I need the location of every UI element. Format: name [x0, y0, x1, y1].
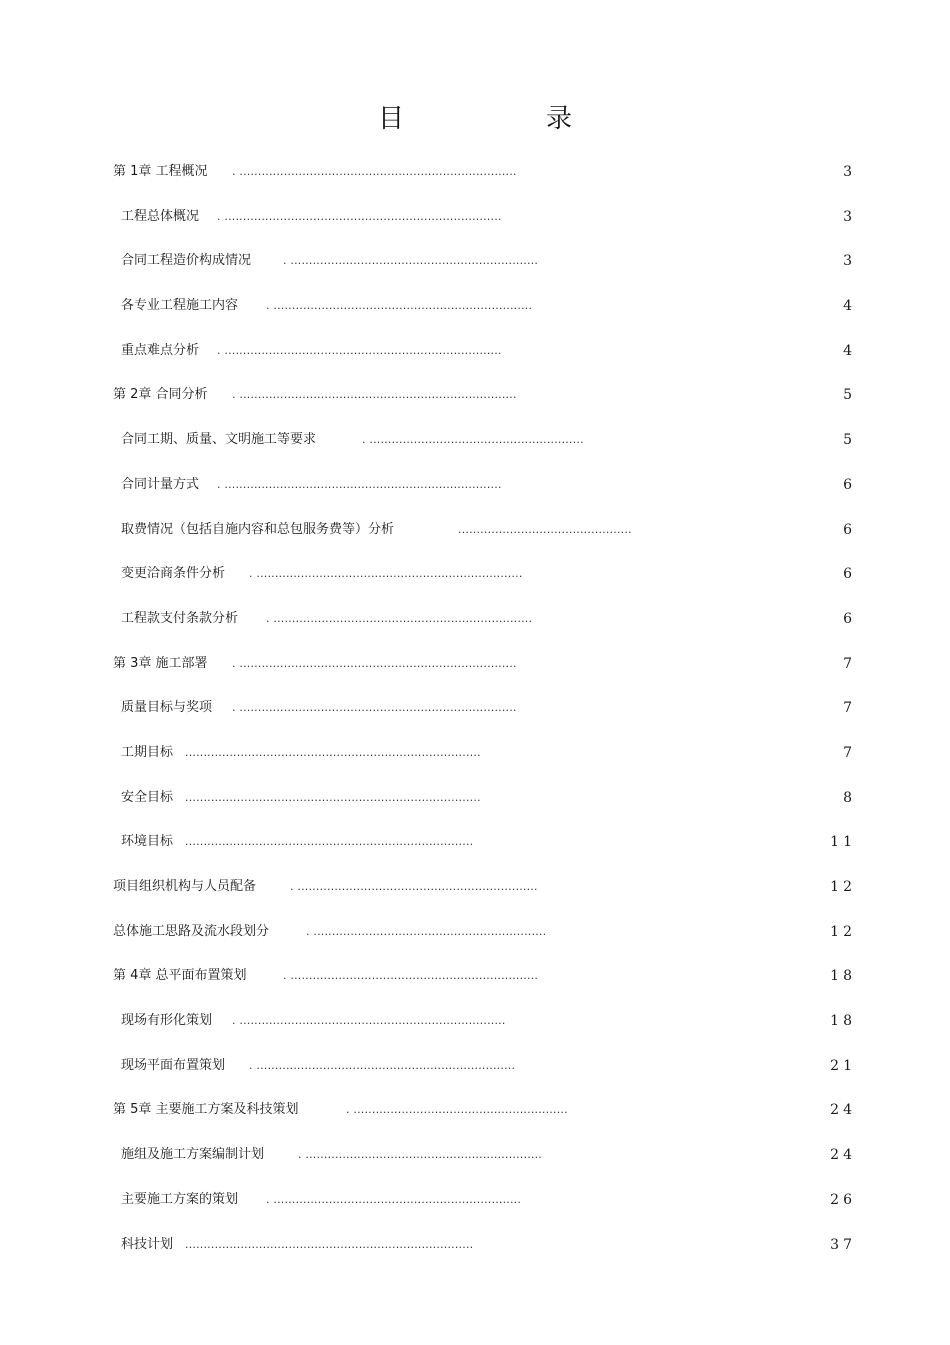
toc-entry-label: 工期目标: [121, 744, 174, 760]
toc-entry[interactable]: [0, 154, 950, 199]
toc-entry-page-number: 6: [843, 566, 856, 583]
toc-entry-page-number: 18: [830, 968, 856, 985]
toc-entry[interactable]: [0, 467, 950, 512]
toc-entry-page-number: 3: [843, 208, 856, 225]
toc-entry[interactable]: [0, 1227, 950, 1272]
toc-entry-leader: . ...........................................................................: [232, 656, 517, 670]
toc-entry-label: 合同工期、质量、文明施工等要求: [121, 432, 317, 448]
toc-entry[interactable]: [0, 199, 950, 244]
toc-entry-page-number: 7: [843, 655, 856, 672]
toc-entry[interactable]: [0, 690, 950, 735]
toc-entry[interactable]: [0, 1092, 950, 1137]
toc-entry-label: 取费情况（包括自施内容和总包服务费等）分析: [121, 521, 395, 537]
page-title: 目 录: [377, 104, 630, 134]
toc-entry[interactable]: [0, 243, 950, 288]
toc-list: [0, 154, 950, 1271]
toc-entry-leader: ................................................................................: [185, 745, 481, 759]
toc-entry-page-number: 5: [843, 387, 856, 404]
toc-entry-page-number: 37: [830, 1236, 856, 1253]
toc-entry-page-number: 6: [843, 610, 856, 627]
toc-entry-page-number: 8: [843, 789, 856, 806]
toc-entry-leader: . ...........................................................................: [232, 388, 517, 402]
toc-entry[interactable]: [0, 556, 950, 601]
toc-entry-page-number: 26: [830, 1191, 856, 1208]
toc-entry-label: 第 3章 施工部署: [113, 655, 208, 671]
toc-entry-page-number: 3: [843, 164, 856, 180]
toc-entry-label: 质量目标与奖项: [121, 700, 213, 716]
toc-entry[interactable]: [0, 646, 950, 691]
toc-entry[interactable]: [0, 601, 950, 646]
toc-entry-label: 变更洽商条件分析: [121, 566, 226, 582]
toc-entry[interactable]: [0, 869, 950, 914]
toc-entry-page-number: 24: [830, 1102, 856, 1119]
toc-entry-label: 项目组织机构与人员配备: [113, 879, 257, 894]
toc-entry-page-number: 6: [843, 476, 856, 493]
toc-entry-page-number: 5: [843, 432, 856, 449]
toc-entry-label: 现场有形化策划: [121, 1013, 213, 1029]
toc-entry[interactable]: [0, 914, 950, 959]
toc-entry-label: 第 2章 合同分析: [113, 387, 208, 403]
toc-entry-page-number: 7: [843, 744, 856, 761]
toc-entry-leader: ..............................................................................: [185, 1237, 474, 1251]
toc-entry-leader: . ...........................................................................: [217, 477, 502, 491]
toc-entry-page-number: 4: [843, 298, 856, 315]
toc-entry-label: 环境目标: [121, 834, 174, 850]
toc-entry-leader: . ...........................................................................: [217, 209, 502, 223]
toc-entry-leader: . ...................................................................: [283, 969, 539, 983]
toc-entry-leader: . ........................................................................: [232, 1014, 506, 1028]
toc-entry-page-number: 11: [830, 834, 856, 851]
toc-entry-label: 各专业工程施工内容: [121, 298, 239, 314]
toc-entry-label: 合同工程造价构成情况: [121, 253, 252, 269]
toc-entry-page-number: 7: [843, 700, 856, 717]
toc-entry-leader: . ......................................................................: [266, 299, 533, 313]
toc-entry[interactable]: [0, 333, 950, 378]
toc-entry-label: 施组及施工方案编制计划: [121, 1147, 265, 1163]
toc-entry-label: 安全目标: [121, 789, 174, 805]
toc-entry-leader: ...............................................: [458, 522, 632, 536]
toc-entry[interactable]: [0, 824, 950, 869]
toc-entry[interactable]: [0, 288, 950, 333]
toc-entry-leader: . ..........................................................: [346, 1103, 568, 1117]
toc-entry[interactable]: [0, 735, 950, 780]
toc-entry-label: 第 4章 总平面布置策划: [113, 968, 247, 984]
toc-entry-label: 第 1章 工程概况: [113, 164, 208, 179]
toc-entry-label: 现场平面布置策划: [121, 1057, 226, 1073]
toc-entry-leader: . ...........................................................................: [232, 165, 517, 178]
toc-entry-leader: ................................................................................: [185, 790, 481, 804]
toc-entry-leader: ..............................................................................: [185, 835, 474, 849]
toc-entry-leader: . .................................................................: [290, 880, 538, 893]
toc-entry[interactable]: [0, 512, 950, 557]
toc-entry-label: 总体施工思路及流水段划分: [113, 923, 270, 939]
toc-entry-leader: . ........................................................................: [249, 567, 523, 581]
toc-entry-leader: . ...........................................................................: [217, 343, 502, 357]
toc-entry-page-number: 6: [843, 521, 856, 538]
toc-entry-label: 科技计划: [121, 1236, 174, 1252]
toc-entry[interactable]: [0, 1048, 950, 1093]
toc-entry-leader: . ...................................................................: [266, 1192, 522, 1206]
toc-entry-leader: . ..........................................................: [362, 433, 584, 447]
toc-entry-leader: . ...........................................................................: [232, 701, 517, 715]
toc-entry-leader: . ................................................................: [298, 1148, 542, 1162]
toc-entry[interactable]: [0, 1003, 950, 1048]
toc-entry-page-number: 24: [830, 1147, 856, 1164]
toc-entry-label: 合同计量方式: [121, 476, 200, 492]
toc-entry-leader: . ...............................................................: [306, 924, 547, 938]
toc-entry-page-number: 21: [830, 1057, 856, 1074]
toc-entry[interactable]: [0, 377, 950, 422]
toc-entry-page-number: 12: [830, 879, 856, 895]
toc-entry-label: 工程款支付条款分析: [121, 610, 239, 626]
toc-entry-page-number: 4: [843, 342, 856, 359]
toc-entry[interactable]: [0, 422, 950, 467]
toc-entry-page-number: 12: [830, 923, 856, 940]
toc-entry-label: 重点难点分析: [121, 342, 200, 358]
toc-entry-label: 工程总体概况: [121, 208, 200, 224]
toc-entry-leader: . ......................................................................: [249, 1058, 516, 1072]
toc-entry-page-number: 18: [830, 1013, 856, 1030]
toc-entry[interactable]: [0, 1182, 950, 1227]
toc-entry[interactable]: [0, 780, 950, 825]
toc-entry-leader: . ......................................................................: [266, 611, 533, 625]
toc-entry-leader: . ...................................................................: [283, 254, 539, 268]
toc-entry[interactable]: [0, 958, 950, 1003]
toc-entry-label: 第 5章 主要施工方案及科技策划: [113, 1102, 299, 1118]
toc-entry-label: 主要施工方案的策划: [121, 1191, 239, 1207]
toc-entry-page-number: 3: [843, 253, 856, 270]
toc-entry[interactable]: [0, 1137, 950, 1182]
